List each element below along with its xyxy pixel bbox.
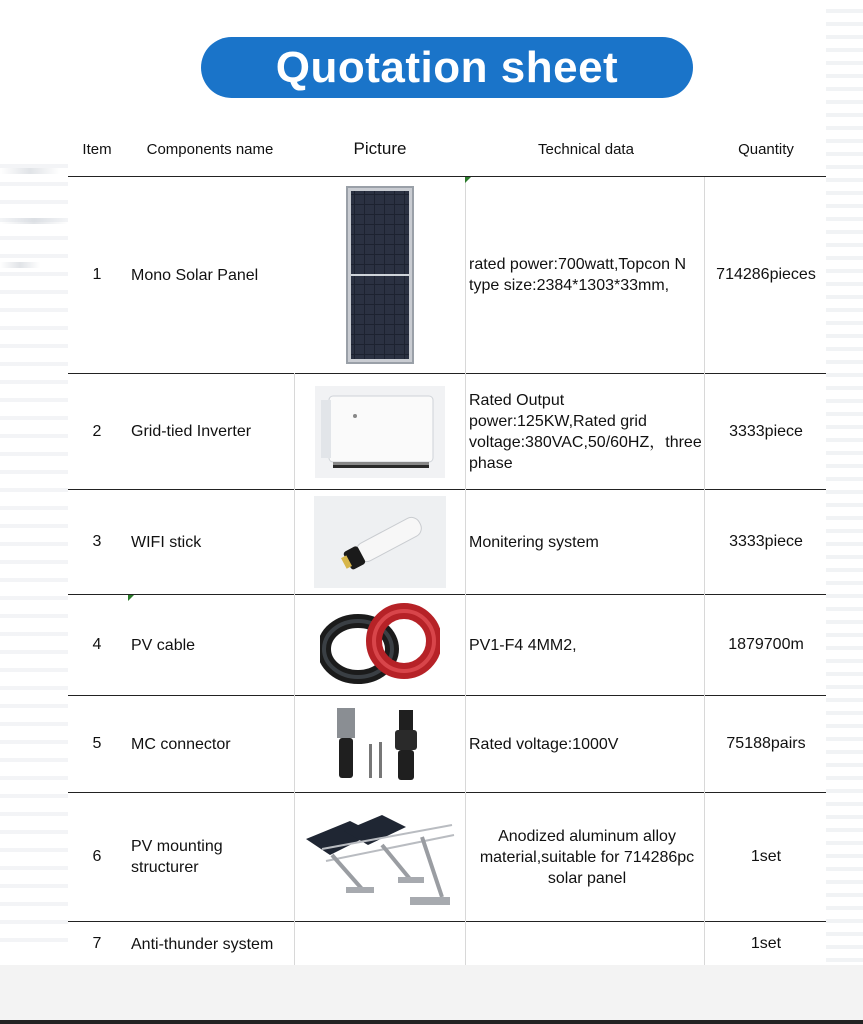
mc-connector-image [294, 696, 466, 792]
row-technical-data: Rated voltage:1000V [469, 735, 619, 753]
title-banner [201, 37, 693, 98]
background-streak [0, 168, 60, 174]
footer-rule [0, 1020, 863, 1024]
row-item-number: 1 [92, 266, 102, 283]
row-quantity: 714286pieces [716, 266, 816, 283]
row-quantity: 1set [750, 935, 782, 952]
table-row [68, 490, 826, 594]
row-quantity: 3333piece [729, 422, 803, 440]
mounting-structure-image [294, 793, 466, 921]
row-component-name: WIFI stick [131, 533, 202, 551]
row-technical-data: rated power:700watt,Topcon N type size:2384*1303*33mm, [469, 256, 687, 294]
row-item-number: 4 [92, 636, 102, 653]
header-technical-data: Technical data [538, 140, 634, 158]
wifi-stick-image [294, 490, 466, 594]
row-item-number: 3 [92, 533, 102, 550]
table-row [68, 922, 826, 966]
row-component-name: Anti-thunder system [131, 935, 274, 953]
row-component-name: Mono Solar Panel [131, 266, 259, 284]
pv-cable-image [294, 595, 466, 695]
table-row [68, 374, 826, 489]
background-streak [0, 262, 40, 268]
row-quantity: 3333piece [729, 533, 803, 550]
row-item-number: 2 [92, 422, 102, 440]
row-component-name: PV mounting structurer [131, 838, 223, 876]
table-row [68, 177, 826, 373]
row-picture-empty [294, 922, 466, 966]
table-row [68, 595, 826, 695]
table-row [68, 793, 826, 921]
row-technical-data: Anodized aluminum alloy material,suitable for 714286pc solar panel [479, 827, 695, 887]
table-row [68, 696, 826, 792]
row-item-number: 5 [92, 735, 102, 752]
background-streak [0, 218, 68, 224]
background-texture-right [826, 0, 863, 965]
row-quantity: 75188pairs [726, 735, 806, 752]
row-quantity: 1set [750, 848, 782, 865]
table-header [68, 122, 826, 176]
page-title: Quotation sheet [275, 42, 619, 92]
row-item-number: 7 [92, 935, 102, 952]
header-picture: Picture [353, 139, 407, 158]
background-texture-left [0, 150, 68, 950]
solar-panel-image [294, 177, 466, 373]
header-components-name: Components name [146, 140, 274, 158]
row-component-name: Grid-tied Inverter [131, 423, 252, 440]
row-component-name: MC connector [131, 735, 231, 753]
row-technical-data: Rated Output power:125KW,Rated grid voltage:380VAC,50/60HZ，three phase [469, 391, 702, 472]
row-component-name: PV cable [131, 636, 196, 654]
inverter-image [294, 374, 466, 489]
header-item: Item [82, 140, 112, 158]
row-technical-data [466, 922, 706, 966]
row-technical-data: PV1-F4 4MM2, [469, 636, 577, 654]
header-quantity: Quantity [738, 140, 794, 158]
row-technical-data: Monitering system [469, 533, 599, 551]
row-quantity: 1879700m [728, 636, 804, 653]
row-item-number: 6 [92, 848, 102, 865]
footer-band [0, 965, 863, 1022]
